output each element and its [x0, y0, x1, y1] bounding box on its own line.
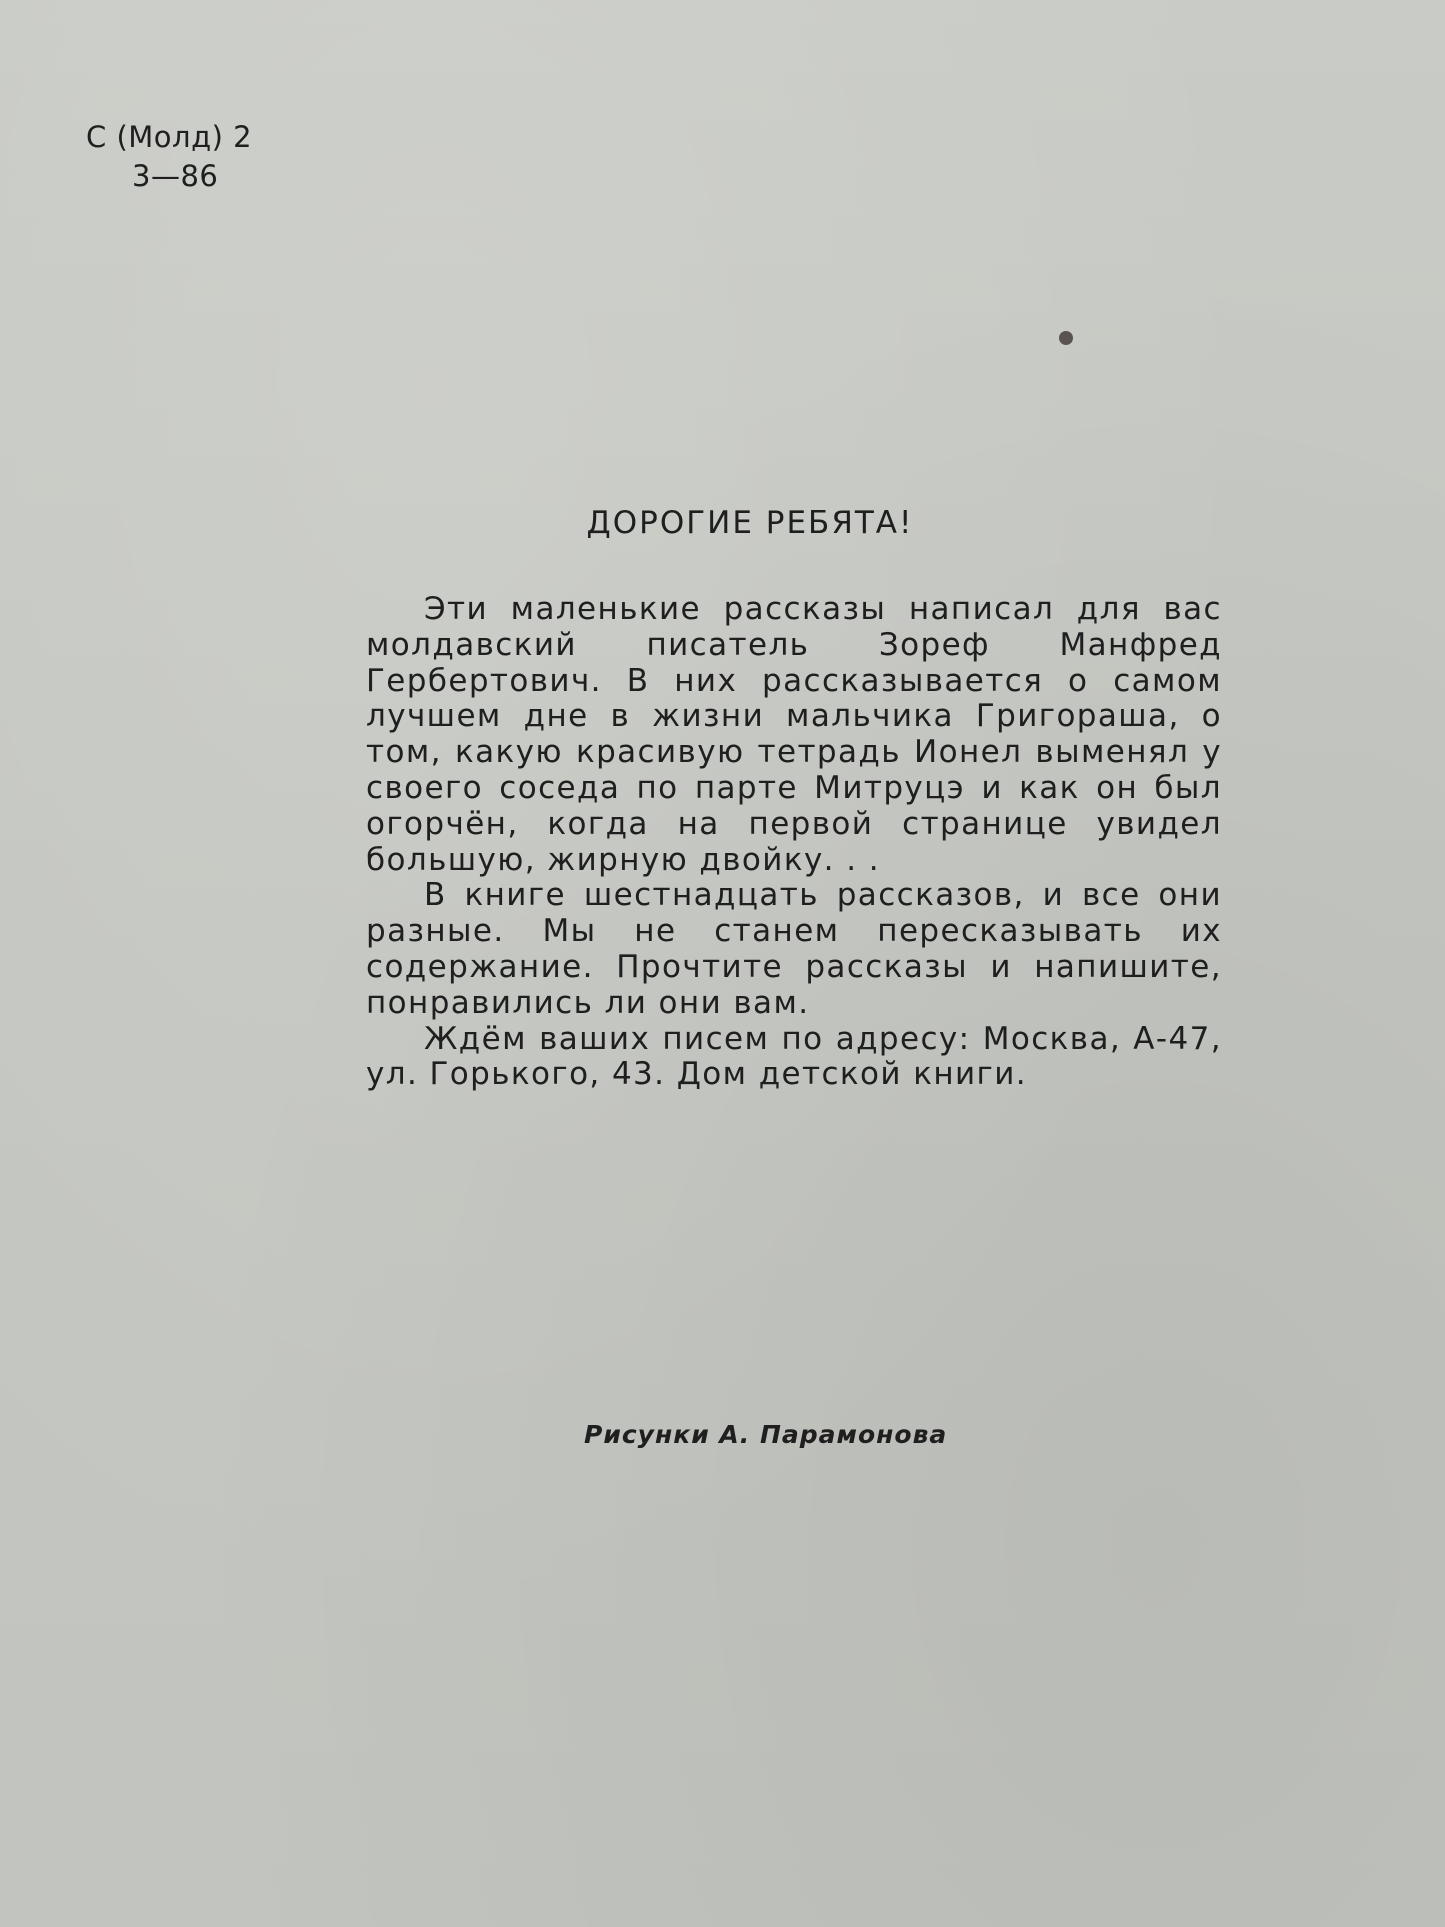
ink-speck: [1059, 331, 1073, 345]
illustrator-credit: Рисунки А. Парамонова: [584, 1420, 948, 1449]
catalog-code-line1: С (Молд) 2: [86, 120, 253, 154]
page-heading: ДОРОГИЕ РЕБЯТА!: [586, 505, 914, 541]
catalog-code-line2: 3—86: [132, 159, 219, 193]
catalog-code: [86, 118, 286, 196]
paragraph-2-text: В книге шестнадцать рассказов, и все они разные. Мы не станем пересказывать их содержание. Прочтите рассказы и напишите, понравились ли они вам.: [366, 877, 1222, 1021]
paragraph-3: [366, 1022, 1222, 1094]
paragraph-2: [366, 878, 1222, 1021]
paragraph-1-text: Эти маленькие рассказы написал для вас молдавский писатель Зореф Манфред Гербертович. В них рассказывается о самом лучшем дне в жизни мальчика Григораша, о том, какую красивую тетрадь Ионел выменял у своего соседа по парте Митруцэ и как он был огорчён, когда на первой странице увидел большую, жирную двойку. . .: [366, 591, 1222, 878]
body-text: [366, 592, 1222, 1093]
paragraph-3-text: Ждём ваших писем по адресу: Москва, А-47, ул. Горького, 43. Дом детской книги.: [366, 1020, 1222, 1093]
paragraph-1: [366, 592, 1222, 878]
